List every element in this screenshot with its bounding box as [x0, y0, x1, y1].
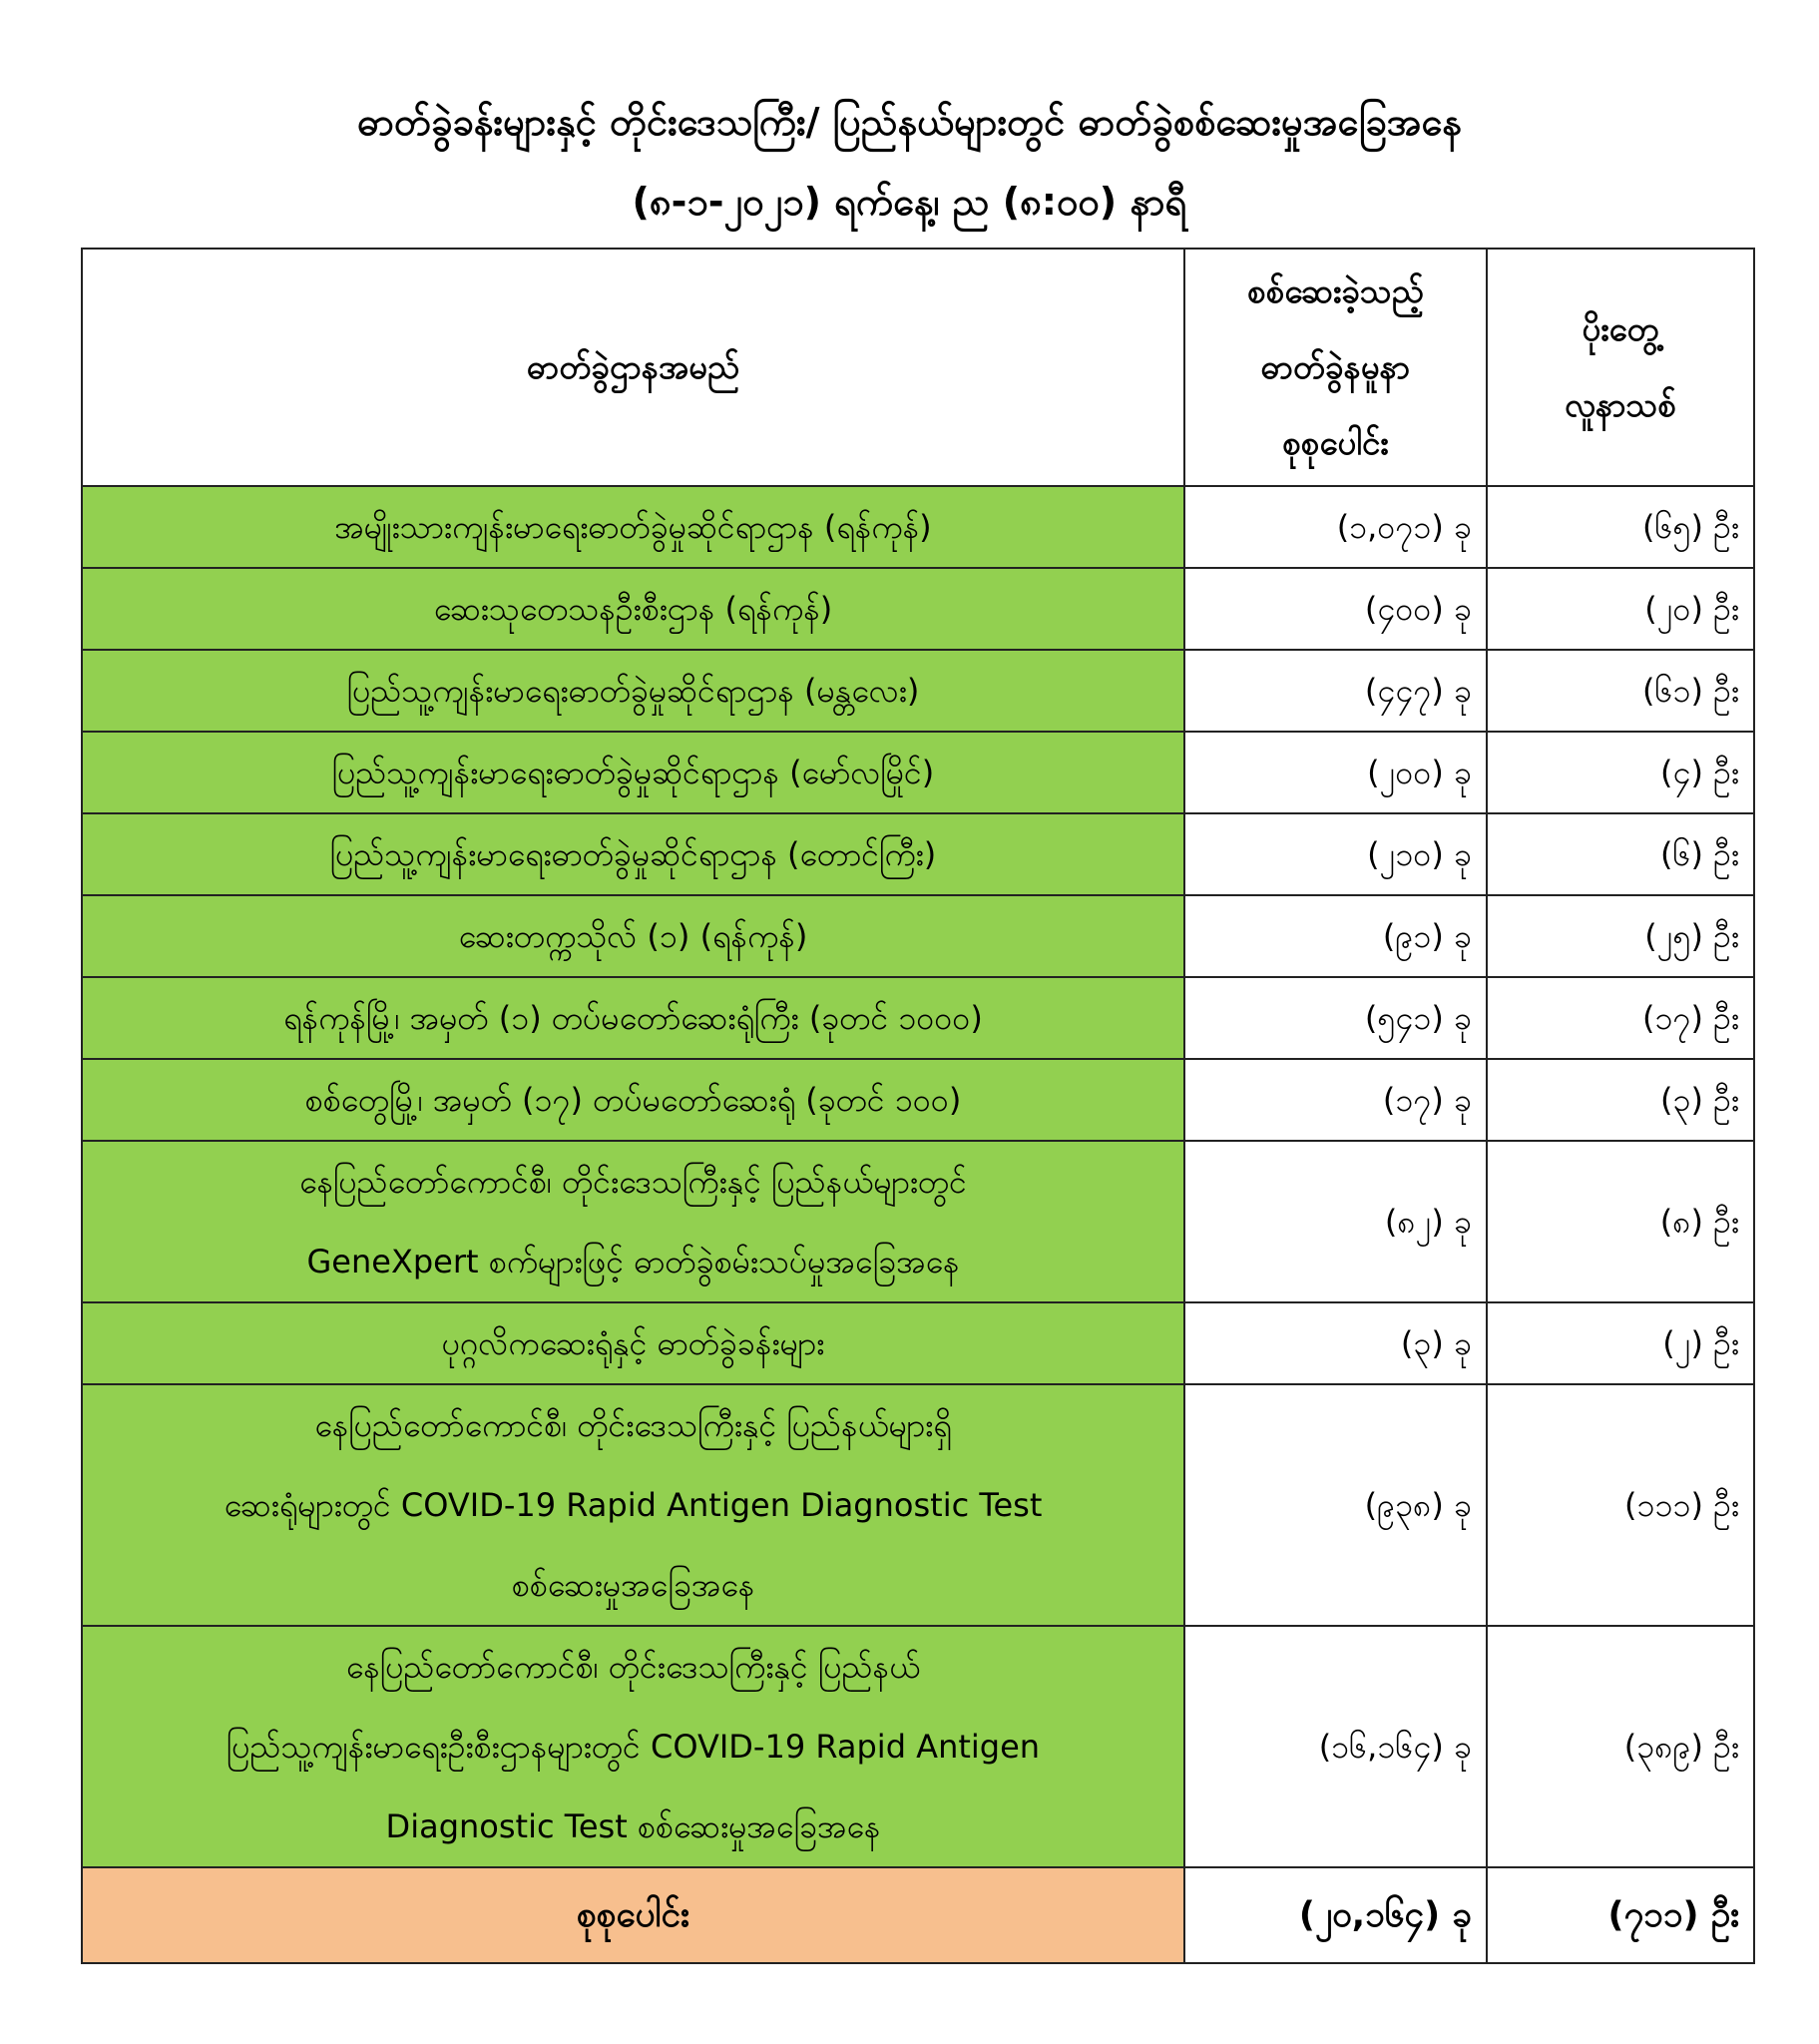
positive-cell: (၄) ဦး [1487, 732, 1754, 813]
lab-name-cell [82, 650, 1184, 732]
total-row [82, 1867, 1754, 1963]
lab-testing-table [81, 248, 1755, 1964]
samples-cell: (၁၇) ခု [1184, 1059, 1487, 1141]
lab-name-cell [82, 1626, 1184, 1867]
lab-name-line: GeneXpert စက်များဖြင့် ဓာတ်ခွဲစမ်းသပ်မှုအခြေအနေ [306, 1243, 960, 1280]
samples-cell: (၄၀၀) ခု [1184, 568, 1487, 650]
header-positive-line: လူနာသစ် [1564, 385, 1677, 424]
positive-cell: (၁၇) ဦး [1487, 977, 1754, 1059]
positive-cell: (၆၅) ဦး [1487, 486, 1754, 568]
total-label: စုစုပေါင်း [82, 1867, 1184, 1963]
lab-name-line: ရန်ကုန်မြို့၊ အမှတ် (၁) တပ်မတော်ဆေးရုံကြီး (ခုတင် ၁၀၀၀) [283, 999, 983, 1037]
lab-name-cell [82, 732, 1184, 813]
lab-name-line: နေပြည်တော်ကောင်စီ၊ တိုင်းဒေသကြီးနှင့် ပြည်နယ်များတွင် [299, 1163, 967, 1201]
lab-name-cell [82, 1384, 1184, 1626]
samples-cell: (၁၆,၁၆၄) ခု [1184, 1626, 1487, 1867]
positive-cell: (၂၀) ဦး [1487, 568, 1754, 650]
lab-name-line: ပြည်သူ့ကျန်းမာရေးဓာတ်ခွဲမှုဆိုင်ရာဌာန (တောင်ကြီး) [329, 835, 937, 873]
table-row [82, 1302, 1754, 1384]
header-positive [1487, 249, 1754, 486]
lab-name-line: ပြည်သူ့ကျန်းမာရေးဦးစီးဌာနများတွင် COVID-19 Rapid Antigen [226, 1728, 1041, 1766]
table-row [82, 1626, 1754, 1867]
lab-name-line: အမျိုးသားကျန်းမာရေးဓာတ်ခွဲမှုဆိုင်ရာဌာန (ရန်ကုန်) [334, 508, 932, 546]
lab-name-line: ဆေးတက္ကသိုလ် (၁) (ရန်ကုန်) [458, 917, 808, 955]
table-row [82, 977, 1754, 1059]
samples-cell: (၃) ခု [1184, 1302, 1487, 1384]
table-row [82, 732, 1754, 813]
samples-cell: (၉၃၈) ခု [1184, 1384, 1487, 1626]
total-positive: (၇၁၁) ဦး [1487, 1867, 1754, 1963]
positive-cell: (၃) ဦး [1487, 1059, 1754, 1141]
table-row [82, 1141, 1754, 1302]
samples-cell: (၄၄၇) ခု [1184, 650, 1487, 732]
table-row [82, 895, 1754, 977]
table-row [82, 1384, 1754, 1626]
positive-cell: (၆၁) ဦး [1487, 650, 1754, 732]
table-row [82, 486, 1754, 568]
header-samples [1184, 249, 1487, 486]
report-title [0, 82, 1819, 242]
lab-name-line: ဆေးသုတေသနဦးစီးဌာန (ရန်ကုန်) [433, 590, 833, 628]
table-row [82, 568, 1754, 650]
table-row [82, 1059, 1754, 1141]
positive-cell: (၂၅) ဦး [1487, 895, 1754, 977]
samples-cell: (၂၀၀) ခု [1184, 732, 1487, 813]
total-samples: (၂၀,၁၆၄) ခု [1184, 1867, 1487, 1963]
lab-name-line: စစ်ဆေးမှုအခြေအနေ [511, 1566, 755, 1604]
positive-cell: (၈) ဦး [1487, 1141, 1754, 1302]
header-samples-line: စစ်ဆေးခဲ့သည့် [1247, 271, 1424, 310]
positive-cell: (၃၈၉) ဦး [1487, 1626, 1754, 1867]
lab-name-line: ပြည်သူ့ကျန်းမာရေးဓာတ်ခွဲမှုဆိုင်ရာဌာန (မန္တလေး) [346, 672, 920, 710]
header-samples-line: စုစုပေါင်း [1282, 423, 1389, 462]
lab-name-cell [82, 568, 1184, 650]
lab-name-line: ပုဂ္ဂလိကဆေးရုံနှင့် ဓာတ်ခွဲခန်းများ [441, 1324, 825, 1362]
lab-name-cell [82, 1141, 1184, 1302]
lab-name-cell [82, 1059, 1184, 1141]
header-positive-line: ပိုးတွေ့ [1582, 309, 1659, 348]
positive-cell: (၁၁၁) ဦး [1487, 1384, 1754, 1626]
positive-cell: (၆) ဦး [1487, 813, 1754, 895]
lab-name-line: ပြည်သူ့ကျန်းမာရေးဓာတ်ခွဲမှုဆိုင်ရာဌာန (မော်လမြိုင်) [331, 754, 935, 791]
table-header-row [82, 249, 1754, 486]
header-samples-line: ဓာတ်ခွဲနမူနာ [1260, 347, 1411, 386]
samples-cell: (၈၂) ခု [1184, 1141, 1487, 1302]
report-title-line-1: ဓာတ်ခွဲခန်းများနှင့် တိုင်းဒေသကြီး/ ပြည်နယ်များတွင် ဓာတ်ခွဲစစ်ဆေးမှုအခြေအနေ [357, 100, 1462, 144]
lab-name-line: နေပြည်တော်ကောင်စီ၊ တိုင်းဒေသကြီးနှင့် ပြည်နယ် [345, 1648, 921, 1686]
lab-name-cell [82, 895, 1184, 977]
report-title-line-2: (၈-၁-၂၀၂၁) ရက်နေ့၊ ည (၈:၀၀) နာရီ [632, 180, 1187, 224]
table-row [82, 813, 1754, 895]
lab-name-line: ဆေးရုံများတွင် COVID-19 Rapid Antigen Diagnostic Test [224, 1486, 1043, 1524]
lab-name-line: စစ်တွေမြို့၊ အမှတ် (၁၇) တပ်မတော်ဆေးရုံ (ခုတင် ၁၀၀) [304, 1081, 962, 1119]
positive-cell: (၂) ဦး [1487, 1302, 1754, 1384]
table-row [82, 650, 1754, 732]
lab-name-line: Diagnostic Test စစ်ဆေးမှုအခြေအနေ [385, 1807, 881, 1845]
samples-cell: (၂၁၀) ခု [1184, 813, 1487, 895]
lab-name-cell [82, 486, 1184, 568]
lab-name-cell [82, 977, 1184, 1059]
samples-cell: (၅၄၁) ခု [1184, 977, 1487, 1059]
lab-name-line: နေပြည်တော်ကောင်စီ၊ တိုင်းဒေသကြီးနှင့် ပြည်နယ်များရှိ [314, 1406, 952, 1444]
lab-name-cell [82, 813, 1184, 895]
table-body [82, 486, 1754, 1963]
header-lab-name: ဓာတ်ခွဲဌာနအမည် [82, 249, 1184, 486]
lab-name-cell [82, 1302, 1184, 1384]
samples-cell: (၁,၀၇၁) ခု [1184, 486, 1487, 568]
samples-cell: (၉၁) ခု [1184, 895, 1487, 977]
